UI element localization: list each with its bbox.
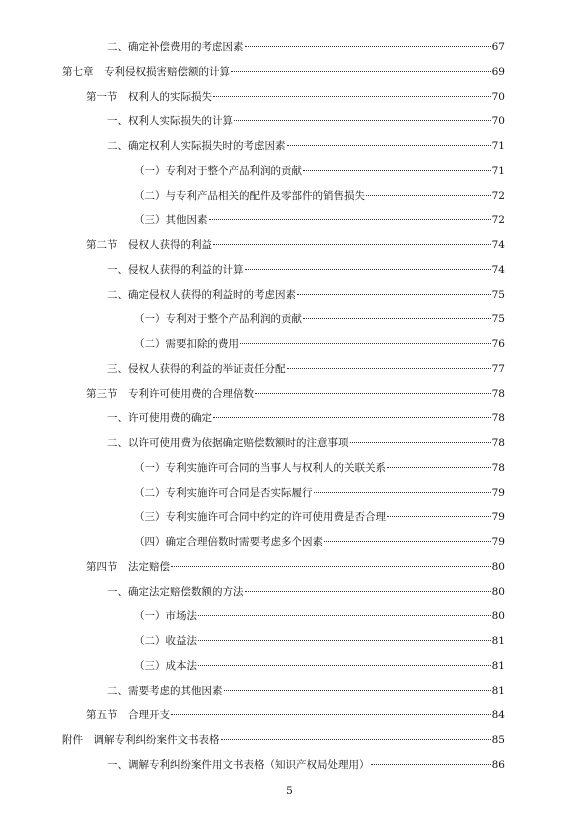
- toc-entry-title: （三）其他因素: [134, 214, 208, 227]
- toc-entry-page: 69: [491, 65, 505, 78]
- toc-entry[interactable]: [134, 164, 505, 178]
- toc-entry[interactable]: [107, 684, 505, 698]
- toc-entry-page: 85: [491, 734, 505, 746]
- dot-leader: [387, 467, 491, 468]
- dot-leader: [245, 591, 491, 592]
- toc-entry-title: （二）收益法: [134, 635, 197, 647]
- toc-entry[interactable]: [107, 288, 505, 302]
- dot-leader: [324, 541, 491, 542]
- toc-entry-page: 70: [491, 90, 505, 103]
- toc-entry-page: 78: [491, 461, 505, 474]
- dot-leader: [171, 566, 491, 567]
- toc-entry-title: 第二节 侵权人获得的利益: [86, 239, 212, 251]
- toc-entry-page: 79: [491, 486, 505, 499]
- toc-entry-title: （二）专利实施许可合同是否实际履行: [134, 486, 313, 499]
- toc-entry[interactable]: [134, 659, 505, 673]
- dot-leader: [287, 145, 491, 146]
- dot-leader: [371, 764, 491, 765]
- toc-entry-page: 77: [491, 362, 505, 375]
- toc-entry-page: 74: [491, 239, 505, 251]
- toc-entry-title: 一、许可使用费的确定: [107, 412, 212, 425]
- toc-entry-title: （一）专利实施许可合同的当事人与权利人的关联关系: [134, 461, 386, 474]
- toc-entry-title: （一）市场法: [134, 610, 197, 623]
- toc-entry[interactable]: [134, 486, 505, 500]
- toc-entry-title: 二、确定补偿费用的考虑因素: [107, 41, 244, 53]
- page-number: 5: [286, 785, 293, 797]
- toc-entry[interactable]: [86, 387, 505, 401]
- toc-entry[interactable]: [134, 312, 505, 326]
- dot-leader: [198, 615, 491, 616]
- dot-leader: [297, 294, 491, 295]
- toc-entry[interactable]: [107, 40, 505, 54]
- toc-entry-title: 第四节 法定赔偿: [86, 560, 170, 573]
- toc-entry[interactable]: [107, 758, 505, 772]
- toc-entry-title: （三）专利实施许可合同中约定的许可使用费是否合理: [134, 511, 386, 524]
- toc-entry[interactable]: [107, 585, 505, 599]
- toc-entry-title: 二、确定权利人实际损失时的考虑因素: [107, 140, 286, 152]
- toc-entry-title: （二）需要扣除的费用: [134, 338, 239, 350]
- dot-leader: [366, 195, 491, 196]
- toc-entry-page: 81: [491, 635, 505, 647]
- dot-leader: [209, 219, 491, 220]
- toc-entry-page: 76: [491, 338, 505, 350]
- dot-leader: [303, 170, 491, 171]
- toc-entry-page: 84: [491, 709, 505, 722]
- toc-entry[interactable]: [86, 238, 505, 252]
- toc-entry[interactable]: [134, 510, 505, 524]
- toc-entry-title: 一、调解专利纠纷案件用文书表格（知识产权局处理用）: [107, 758, 370, 771]
- dot-leader: [234, 120, 491, 121]
- toc-entry-page: 79: [491, 536, 505, 548]
- dot-leader: [314, 492, 491, 493]
- toc-entry-page: 86: [491, 758, 505, 771]
- dot-leader: [213, 96, 491, 97]
- toc-entry-page: 81: [491, 659, 505, 672]
- toc-entry[interactable]: [134, 535, 505, 549]
- toc-entry-page: 75: [491, 288, 505, 301]
- toc-entry[interactable]: [62, 65, 505, 79]
- dot-leader: [245, 46, 491, 47]
- toc-entry-title: 一、确定法定赔偿数额的方法: [107, 585, 244, 598]
- toc-entry-page: 78: [491, 437, 505, 449]
- dot-leader: [303, 318, 491, 319]
- toc-entry-title: 二、以许可使用费为依据确定赔偿数额时的注意事项: [107, 437, 349, 449]
- toc-entry[interactable]: [134, 634, 505, 648]
- dot-leader: [387, 516, 491, 517]
- toc-entry-page: 72: [491, 214, 505, 227]
- toc-entry-title: 第七章 专利侵权损害赔偿额的计算: [62, 65, 230, 78]
- toc-entry-title: 附件 调解专利纠纷案件文书表格: [62, 734, 220, 746]
- toc-entry[interactable]: [134, 609, 505, 623]
- toc-entry[interactable]: [62, 733, 505, 747]
- toc-entry-page: 67: [491, 41, 505, 53]
- toc-entry-title: 一、权利人实际损失的计算: [107, 115, 233, 128]
- toc-entry-page: 80: [491, 585, 505, 598]
- toc-entry[interactable]: [134, 337, 505, 351]
- toc-entry-page: 78: [491, 412, 505, 425]
- dot-leader: [221, 739, 491, 740]
- toc-entry-title: （四）确定合理倍数时需要考虑多个因素: [134, 536, 323, 548]
- toc-entry[interactable]: [107, 139, 505, 153]
- dot-leader: [171, 714, 491, 715]
- toc-entry-title: 第三节 专利许可使用费的合理倍数: [86, 387, 254, 400]
- dot-leader: [231, 71, 491, 72]
- toc-entry[interactable]: [134, 461, 505, 475]
- toc-entry-title: 二、需要考虑的其他因素: [107, 684, 223, 697]
- toc-entry[interactable]: [107, 411, 505, 425]
- toc-entry[interactable]: [86, 90, 505, 104]
- toc-entry[interactable]: [86, 708, 505, 722]
- toc-entry-title: （三）成本法: [134, 659, 197, 672]
- toc-entry[interactable]: [86, 560, 505, 574]
- toc-entry-page: 72: [491, 189, 505, 202]
- toc-entry-title: （一）专利对于整个产品利润的贡献: [134, 164, 302, 177]
- dot-leader: [213, 244, 491, 245]
- toc-entry-page: 70: [491, 115, 505, 128]
- dot-leader: [224, 690, 491, 691]
- toc-entry-page: 80: [491, 560, 505, 573]
- dot-leader: [350, 442, 491, 443]
- toc-entry-title: 三、侵权人获得的利益的举证责任分配: [107, 362, 286, 375]
- dot-leader: [245, 269, 491, 270]
- toc-entry-page: 71: [491, 140, 505, 152]
- toc-entry-title: 第一节 权利人的实际损失: [86, 90, 212, 103]
- toc-entry-page: 74: [491, 263, 505, 276]
- dot-leader: [240, 343, 491, 344]
- toc-entry-page: 78: [491, 387, 505, 400]
- toc-entry-page: 80: [491, 610, 505, 623]
- toc-entry[interactable]: [107, 436, 505, 450]
- toc-entry-title: 二、确定侵权人获得的利益时的考虑因素: [107, 288, 296, 301]
- toc-entry-page: 71: [491, 164, 505, 177]
- dot-leader: [255, 393, 491, 394]
- toc-entry-page: 75: [491, 313, 505, 326]
- toc-entry-title: （一）专利对于整个产品利润的贡献: [134, 313, 302, 326]
- toc-entry-title: （二）与专利产品相关的配件及零部件的销售损失: [134, 189, 365, 202]
- dot-leader: [198, 665, 491, 666]
- toc-entry[interactable]: [134, 213, 505, 227]
- toc-entry-title: 一、侵权人获得的利益的计算: [107, 263, 244, 276]
- toc-entry-page: 81: [491, 684, 505, 697]
- toc-entry[interactable]: [134, 189, 505, 203]
- toc-entry-title: 第五节 合理开支: [86, 709, 170, 722]
- toc-entry[interactable]: [107, 362, 505, 376]
- toc-entry[interactable]: [107, 263, 505, 277]
- dot-leader: [287, 368, 491, 369]
- dot-leader: [198, 640, 491, 641]
- dot-leader: [213, 417, 491, 418]
- toc-entry-page: 79: [491, 511, 505, 524]
- toc-entry[interactable]: [107, 114, 505, 128]
